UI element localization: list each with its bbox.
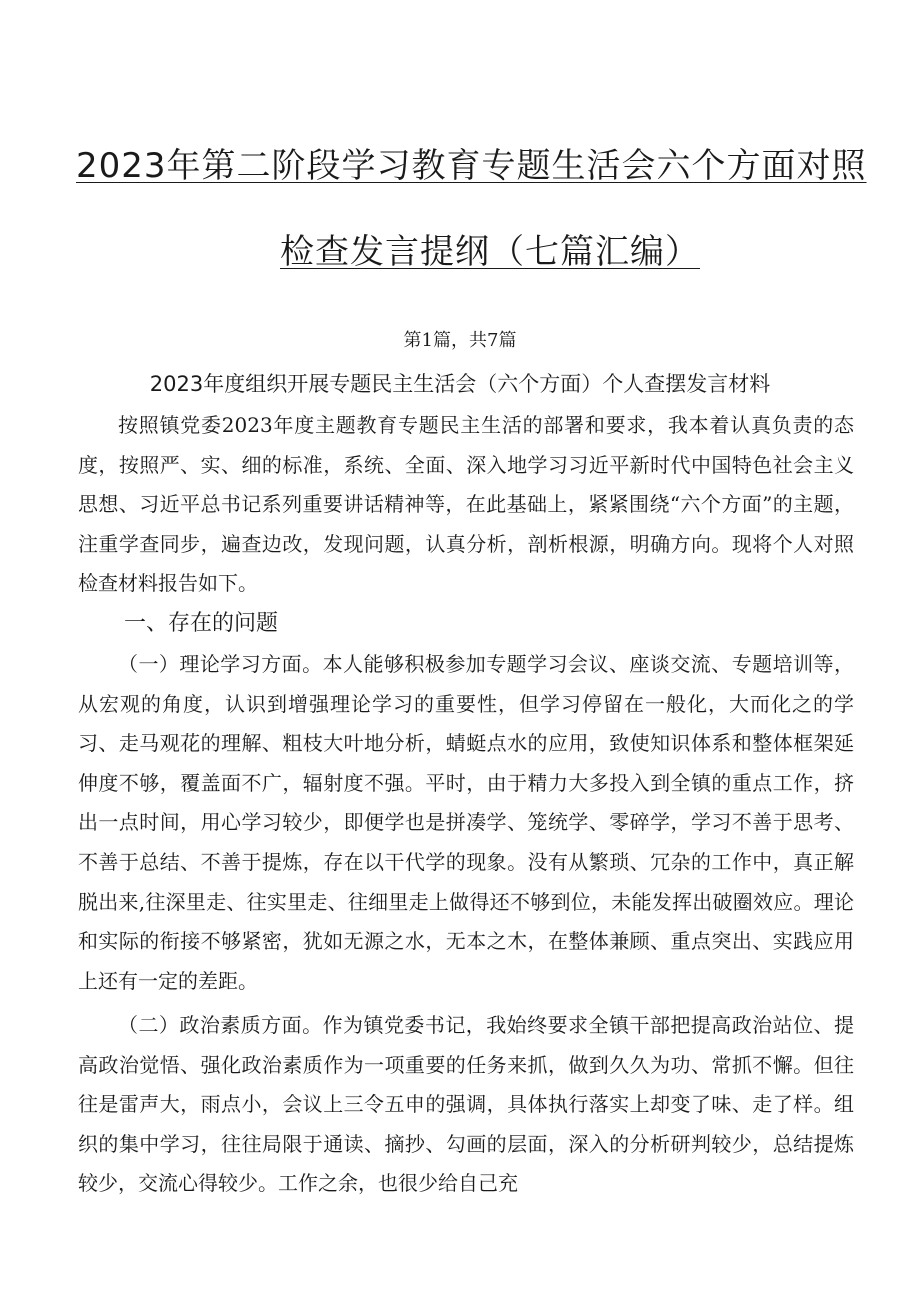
document-title-line-2: 检查发言提纲（七篇汇编） [280, 232, 700, 272]
paragraph-political-quality: （二）政治素质方面。作为镇党委书记，我始终要求全镇干部把提高政治站位、提高政治觉悟、强化政治素质作为一项重要的任务来抓，做到久久为功、常抓不懈。但往往是雷声大，雨点小，会议上三令五申的强调，具体执行落实上却变了味、走了样。组织的集中学习，往往局限于通读、摘抄、勾画的层面，深入的分析研判较少，总结提炼较少，交流心得较少。工作之余，也很少给自己充 [78, 1013, 854, 1196]
paragraph-theory-study: （一）理论学习方面。本人能够积极参加专题学习会议、座谈交流、专题培训等，从宏观的角度，认识到增强理论学习的重要性，但学习停留在一般化，大而化之的学习、走马观花的理解、粗枝大叶地分析，蜻蜓点水的应用，致使知识体系和整体框架延伸度不够，覆盖面不广，辐射度不强。平时，由于精力大多投入到全镇的重点工作，挤出一点时间，用心学习较少，即便学也是拼凑学、笼统学、零碎学，学习不善于思考、不善于总结、不善于提炼，存在以干代学的现象。没有从繁琐、冗杂的工作中，真正解脱出来,往深里走、往实里走、往细里走上做得还不够到位，未能发挥出破圈效应。理论和实际的衔接不够紧密，犹如无源之水，无本之木，在整体兼顾、重点突出、实践应用上还有一定的差距。 [78, 652, 854, 993]
part-label: 第1篇，共7篇 [403, 330, 517, 351]
section-heading-problems: 一、存在的问题 [124, 611, 279, 636]
intro-paragraph: 按照镇党委2023年度主题教育专题民主生活的部署和要求，我本着认真负责的态度，按照严、实、细的标准，系统、全面、深入地学习习近平新时代中国特色社会主义思想、习近平总书记系列重要讲话精神等，在此基础上，紧紧围绕“六个方面”的主题，注重学查同步，遍查边改，发现问题，认真分析，剖析根源，明确方向。现将个人对照检查材料报告如下。 [78, 413, 854, 596]
article-subtitle: 2023年度组织开展专题民主生活会（六个方面）个人查摆发言材料 [149, 372, 771, 396]
document-title-line-1: 2023年第二阶段学习教育专题生活会六个方面对照 [76, 146, 867, 186]
